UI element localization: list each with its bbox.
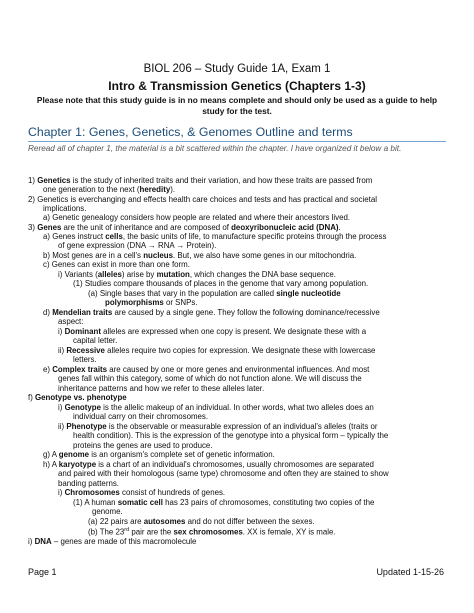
- text-run: (b) The 23: [88, 527, 125, 537]
- outline-line: [58, 346, 375, 356]
- text-run: are caused by a single gene. They follow the following dominance/recessive: [112, 308, 380, 317]
- outline-line: [73, 412, 208, 422]
- outline-line: [58, 317, 83, 327]
- disclaimer-note: Please note that this study guide is in no means complete and should only be used as a guide to help study for the test.: [36, 95, 438, 116]
- text-run: 2) Genetics is everchanging and effects health care choices and tests and has practical and societal: [28, 195, 378, 204]
- text-run: alleles are expressed when one copy is present. We designate these with a: [100, 327, 367, 336]
- text-run: aspect:: [58, 317, 84, 326]
- text-run: banding patterns.: [58, 479, 119, 488]
- text-run: letters.: [73, 355, 97, 364]
- term: karyotype: [58, 460, 97, 469]
- text-run: consist of hundreds of genes.: [119, 488, 226, 497]
- outline-line: [43, 185, 175, 195]
- term: genome: [58, 450, 90, 459]
- term: Genotype vs. phenotype: [35, 393, 127, 402]
- outline-line: [43, 213, 350, 223]
- term: mutation: [156, 270, 190, 279]
- term: deoxyribonucleic acid (DNA): [231, 223, 339, 232]
- outline-line: [73, 279, 368, 289]
- outline-line: [73, 355, 97, 365]
- chapter-heading: Chapter 1: Genes, Genetics, & Genomes Outline and terms: [28, 125, 353, 139]
- text-run: alleles require two copies for expression. We designate these with lowercase: [104, 346, 376, 355]
- text-run: inheritance patterns and how we refer to these alleles later.: [58, 384, 265, 393]
- term: Genes: [37, 223, 62, 232]
- text-run: (1) Studies compare thousands of places in the genome that vary among population.: [73, 279, 369, 288]
- text-run: and paired with their homologous (same type) chromosome and often they are stained to show: [58, 469, 389, 478]
- text-run: is a chart of an individual's chromosomes, usually chromosomes are separated: [96, 460, 374, 469]
- chapter-intro: Reread all of chapter 1, the material is a bit scattered within the chapter. I have organized it below a bit.: [28, 144, 402, 153]
- term: DNA: [34, 537, 52, 546]
- outline-line: [43, 260, 190, 270]
- outline-line: [58, 488, 225, 498]
- outline-line: [73, 431, 388, 441]
- text-run: capital letter.: [73, 336, 118, 345]
- outline-line: [43, 450, 275, 460]
- text-run: one generation to the next (: [43, 185, 140, 194]
- text-run: (a) Single bases that vary in the population are called: [88, 289, 277, 298]
- text-run: i): [58, 488, 65, 497]
- text-run: ).: [170, 185, 176, 194]
- updated-date: Updated 1-15-26: [376, 567, 444, 577]
- text-run: i): [58, 403, 65, 412]
- text-run: ii): [58, 422, 67, 431]
- text-run: . XX is female, XY is male.: [242, 527, 336, 537]
- term: Genetics: [37, 176, 71, 185]
- text-run: i): [58, 327, 65, 336]
- text-run: . But, we also have some genes in our mitochondria.: [173, 251, 357, 260]
- text-run: i): [28, 537, 35, 546]
- course-title: BIOL 206 – Study Guide 1A, Exam 1: [143, 63, 331, 75]
- text-run: .: [338, 223, 341, 232]
- text-run: ) arise by: [121, 270, 157, 279]
- outline-line: [73, 336, 117, 346]
- text-run: is the observable or measurable expression of an individual's alleles (traits or: [106, 422, 378, 431]
- text-run: is the study of inherited traits and their variation, and how these traits are passed from: [70, 176, 373, 185]
- text-run: i) Variants (: [58, 270, 98, 279]
- text-run: h) A: [43, 460, 59, 469]
- text-run: b) Most genes are in a cell's: [43, 251, 144, 260]
- text-run: health condition). This is the expression of the genotype into a physical form – typically the: [73, 431, 389, 440]
- text-run: individual carry on their chromosomes.: [73, 412, 209, 421]
- text-run: a) Genetic genealogy considers how people are related and where their ancestors lived.: [43, 213, 351, 222]
- text-run: – genes are made of this macromolecule: [51, 537, 197, 546]
- text-run: and do not differ between the sexes.: [185, 517, 315, 526]
- text-run: c) Genes can exist in more than one form.: [43, 260, 190, 269]
- superscript: rd: [124, 527, 130, 533]
- outline-line: [58, 241, 216, 251]
- term: single nucleotide: [276, 289, 341, 298]
- text-run: genome.: [92, 507, 123, 516]
- text-run: (a) 22 pairs are: [88, 517, 144, 526]
- text-run: g) A: [43, 450, 59, 459]
- text-run: is an organism's complete set of genetic information.: [89, 450, 275, 459]
- text-run: , which changes the DNA base sequence.: [189, 270, 336, 279]
- term: heredity: [139, 185, 171, 194]
- chapter-heading-rule: [28, 141, 446, 142]
- term: autosomes: [143, 517, 186, 526]
- term: Genotype: [64, 403, 101, 412]
- term: Mendelian traits: [52, 308, 113, 317]
- outline-line: [58, 469, 389, 479]
- text-run: proteins the genes are used to produce.: [73, 441, 213, 450]
- text-run: d): [43, 308, 53, 317]
- outline-line: [105, 298, 198, 308]
- document-subtitle: Intro & Transmission Genetics (Chapters 1-3): [108, 79, 366, 93]
- text-run: has 23 pairs of chromosomes, constituting two copies of the: [162, 498, 375, 507]
- text-run: ii): [58, 346, 67, 355]
- term: sex chromosomes: [173, 527, 243, 537]
- term: Dominant: [64, 327, 101, 336]
- text-run: or SNPs.: [163, 298, 198, 307]
- term: somatic cell: [117, 498, 163, 507]
- text-run: (1) A human: [73, 498, 118, 507]
- term: nucleus: [143, 251, 174, 260]
- outline-line: [28, 537, 196, 547]
- outline-line: [88, 526, 336, 537]
- term: Chromosomes: [64, 488, 120, 497]
- text-run: is the allelic makeup of an individual. In other words, what two alleles does an: [100, 403, 374, 412]
- outline-line: [43, 308, 380, 318]
- outline-line: [28, 393, 127, 403]
- text-run: implications.: [43, 204, 87, 213]
- term: alleles: [97, 270, 122, 279]
- text-run: 1): [28, 176, 38, 185]
- term: cells: [105, 232, 123, 241]
- text-run: 3): [28, 223, 38, 232]
- outline-line: [92, 507, 123, 517]
- text-run: f): [28, 393, 36, 402]
- text-run: a) Genes instruct: [43, 232, 106, 241]
- text-run: of gene expression (DNA → RNA → Protein).: [58, 241, 217, 250]
- outline-line: [58, 374, 362, 384]
- term: Complex traits: [52, 365, 108, 374]
- text-run: pair are the: [129, 527, 174, 537]
- text-run: are caused by one or more genes and environmental influences. And most: [107, 365, 370, 374]
- text-run: are the unit of inheritance and are composed of: [61, 223, 232, 232]
- text-run: , the basic units of life, to manufacture specific proteins through the process: [122, 232, 387, 241]
- term: polymorphisms: [105, 298, 164, 307]
- page-number: Page 1: [28, 567, 57, 577]
- term: Recessive: [66, 346, 105, 355]
- term: Phenotype: [66, 422, 107, 431]
- text-run: genes fall within this category, some of which do not function alone. We will discuss the: [58, 374, 362, 383]
- text-run: e): [43, 365, 53, 374]
